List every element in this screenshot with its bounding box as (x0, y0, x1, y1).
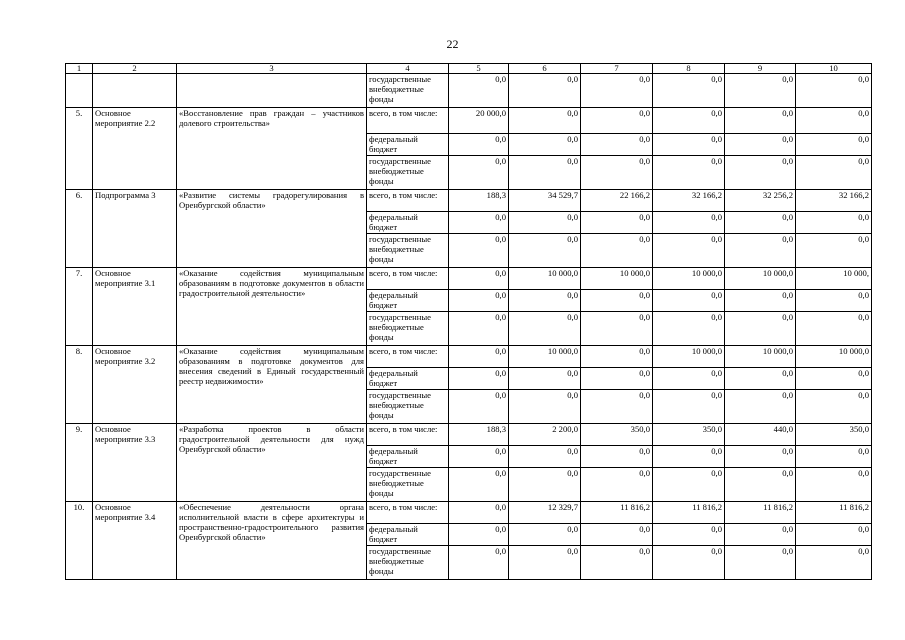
table-body (66, 64, 872, 580)
value-cell: 0,0 (449, 468, 509, 502)
funding-source-label: государственные внебюджетные фонды (367, 546, 449, 580)
value-cell: 11 816,2 (796, 502, 872, 524)
row-number: 7. (66, 268, 93, 346)
table-row (66, 108, 872, 134)
value-cell: 20 000,0 (449, 108, 509, 134)
value-cell: 0,0 (653, 134, 725, 156)
value-cell: 0,0 (449, 234, 509, 268)
value-cell: 188,3 (449, 424, 509, 446)
row-number: 8. (66, 346, 93, 424)
item-description: «Разработка проектов в области градостроительной деятельности для нужд Оренбургской области» (177, 424, 367, 502)
value-cell: 0,0 (449, 368, 509, 390)
value-cell: 0,0 (509, 108, 581, 134)
value-cell: 0,0 (653, 446, 725, 468)
value-cell: 0,0 (725, 290, 796, 312)
item-name: Основное мероприятие 3.3 (93, 424, 177, 502)
value-cell: 0,0 (509, 368, 581, 390)
row-number (66, 74, 93, 108)
funding-source-label: всего, в том числе: (367, 268, 449, 290)
value-cell: 0,0 (449, 346, 509, 368)
value-cell: 0,0 (725, 234, 796, 268)
value-cell: 32 166,2 (796, 190, 872, 212)
value-cell: 0,0 (581, 368, 653, 390)
table-row (66, 424, 872, 446)
value-cell: 0,0 (449, 74, 509, 108)
value-cell: 0,0 (725, 108, 796, 134)
value-cell: 350,0 (581, 424, 653, 446)
value-cell: 0,0 (725, 368, 796, 390)
value-cell: 0,0 (449, 134, 509, 156)
value-cell: 0,0 (796, 468, 872, 502)
item-name: Основное мероприятие 3.4 (93, 502, 177, 580)
value-cell: 0,0 (725, 546, 796, 580)
item-description: «Оказание содействия муниципальным образованиям в подготовке документов в области градостроительной деятельности» (177, 268, 367, 346)
header-cell: 6 (509, 64, 581, 74)
value-cell: 0,0 (449, 524, 509, 546)
value-cell: 0,0 (796, 74, 872, 108)
value-cell: 0,0 (725, 390, 796, 424)
funding-source-label: федеральный бюджет (367, 212, 449, 234)
value-cell: 0,0 (653, 390, 725, 424)
funding-source-label: государственные внебюджетные фонды (367, 312, 449, 346)
funding-source-label: федеральный бюджет (367, 134, 449, 156)
row-number: 5. (66, 108, 93, 190)
value-cell: 0,0 (581, 134, 653, 156)
value-cell: 0,0 (653, 546, 725, 580)
value-cell: 34 529,7 (509, 190, 581, 212)
item-name: Основное мероприятие 2.2 (93, 108, 177, 190)
value-cell: 0,0 (653, 524, 725, 546)
value-cell: 0,0 (725, 524, 796, 546)
value-cell: 10 000,0 (796, 346, 872, 368)
value-cell: 0,0 (581, 546, 653, 580)
value-cell: 10 000,0 (725, 268, 796, 290)
value-cell: 0,0 (509, 212, 581, 234)
value-cell: 0,0 (449, 446, 509, 468)
item-name: Основное мероприятие 3.1 (93, 268, 177, 346)
value-cell: 0,0 (796, 290, 872, 312)
value-cell: 0,0 (653, 74, 725, 108)
value-cell: 0,0 (796, 134, 872, 156)
item-description: «Обеспечение деятельности органа исполнительной власти в сфере архитектуры и пространственно-градостроительного развития Оренбургской области» (177, 502, 367, 580)
budget-table (65, 63, 872, 580)
value-cell: 440,0 (725, 424, 796, 446)
value-cell: 0,0 (449, 546, 509, 580)
value-cell: 22 166,2 (581, 190, 653, 212)
value-cell: 0,0 (581, 290, 653, 312)
funding-source-label: федеральный бюджет (367, 290, 449, 312)
value-cell: 188,3 (449, 190, 509, 212)
value-cell: 0,0 (653, 212, 725, 234)
value-cell: 0,0 (509, 312, 581, 346)
funding-source-label: федеральный бюджет (367, 446, 449, 468)
row-number: 9. (66, 424, 93, 502)
value-cell: 0,0 (653, 290, 725, 312)
value-cell: 0,0 (509, 390, 581, 424)
value-cell: 0,0 (653, 312, 725, 346)
page-number: 22 (446, 37, 459, 51)
funding-source-label: федеральный бюджет (367, 524, 449, 546)
value-cell: 0,0 (581, 524, 653, 546)
value-cell: 0,0 (653, 234, 725, 268)
header-cell: 8 (653, 64, 725, 74)
funding-source-label: государственные внебюджетные фонды (367, 156, 449, 190)
item-name (93, 74, 177, 108)
row-number: 10. (66, 502, 93, 580)
header-row (66, 64, 872, 74)
value-cell: 0,0 (796, 390, 872, 424)
value-cell: 0,0 (653, 156, 725, 190)
table-row (66, 190, 872, 212)
table-row (66, 74, 872, 108)
value-cell: 0,0 (509, 134, 581, 156)
table-row (66, 346, 872, 368)
value-cell: 0,0 (581, 74, 653, 108)
table-row (66, 268, 872, 290)
funding-source-label: государственные внебюджетные фонды (367, 390, 449, 424)
header-cell: 9 (725, 64, 796, 74)
funding-source-label: федеральный бюджет (367, 368, 449, 390)
value-cell: 10 000,0 (509, 268, 581, 290)
item-description: «Восстановление прав граждан – участников долевого строительства» (177, 108, 367, 190)
value-cell: 350,0 (653, 424, 725, 446)
value-cell: 0,0 (725, 468, 796, 502)
value-cell: 0,0 (449, 156, 509, 190)
funding-source-label: всего, в том числе: (367, 424, 449, 446)
value-cell: 0,0 (509, 468, 581, 502)
value-cell: 11 816,2 (581, 502, 653, 524)
item-name: Основное мероприятие 3.2 (93, 346, 177, 424)
value-cell: 0,0 (581, 390, 653, 424)
value-cell: 0,0 (449, 312, 509, 346)
header-cell: 10 (796, 64, 872, 74)
value-cell: 0,0 (509, 74, 581, 108)
item-name: Подпрограмма 3 (93, 190, 177, 268)
value-cell: 0,0 (509, 156, 581, 190)
value-cell: 350,0 (796, 424, 872, 446)
value-cell: 0,0 (796, 446, 872, 468)
value-cell: 0,0 (581, 346, 653, 368)
value-cell: 0,0 (449, 212, 509, 234)
value-cell: 0,0 (581, 212, 653, 234)
value-cell: 0,0 (581, 108, 653, 134)
funding-source-label: государственные внебюджетные фонды (367, 74, 449, 108)
value-cell: 0,0 (725, 212, 796, 234)
value-cell: 0,0 (509, 290, 581, 312)
value-cell: 0,0 (449, 290, 509, 312)
value-cell: 0,0 (796, 312, 872, 346)
item-description: «Развитие системы градорегулирования в Оренбургской области» (177, 190, 367, 268)
item-description: «Оказание содействия муниципальным образованиям в подготовке документов для внесения сведений в Единый государственный реестр недвижимости» (177, 346, 367, 424)
value-cell: 32 166,2 (653, 190, 725, 212)
value-cell: 0,0 (725, 446, 796, 468)
header-cell: 3 (177, 64, 367, 74)
value-cell: 0,0 (653, 368, 725, 390)
value-cell: 11 816,2 (725, 502, 796, 524)
funding-source-label: всего, в том числе: (367, 190, 449, 212)
header-cell: 1 (66, 64, 93, 74)
header-cell: 2 (93, 64, 177, 74)
funding-source-label: всего, в том числе: (367, 502, 449, 524)
value-cell: 0,0 (725, 74, 796, 108)
value-cell: 0,0 (449, 268, 509, 290)
value-cell: 0,0 (509, 234, 581, 268)
value-cell: 10 000,0 (653, 346, 725, 368)
header-cell: 7 (581, 64, 653, 74)
item-description (177, 74, 367, 108)
value-cell: 12 329,7 (509, 502, 581, 524)
value-cell: 0,0 (653, 468, 725, 502)
value-cell: 0,0 (796, 524, 872, 546)
value-cell: 11 816,2 (653, 502, 725, 524)
value-cell: 0,0 (581, 156, 653, 190)
value-cell: 0,0 (509, 446, 581, 468)
value-cell: 0,0 (796, 108, 872, 134)
value-cell: 0,0 (796, 234, 872, 268)
header-cell: 4 (367, 64, 449, 74)
header-cell: 5 (449, 64, 509, 74)
funding-source-label: государственные внебюджетные фонды (367, 234, 449, 268)
value-cell: 0,0 (796, 368, 872, 390)
funding-source-label: всего, в том числе: (367, 108, 449, 134)
value-cell: 0,0 (796, 212, 872, 234)
value-cell: 0,0 (509, 546, 581, 580)
value-cell: 0,0 (581, 312, 653, 346)
funding-source-label: государственные внебюджетные фонды (367, 468, 449, 502)
funding-source-label: всего, в том числе: (367, 346, 449, 368)
value-cell: 10 000, (796, 268, 872, 290)
value-cell: 2 200,0 (509, 424, 581, 446)
value-cell: 0,0 (449, 502, 509, 524)
value-cell: 0,0 (796, 546, 872, 580)
row-number: 6. (66, 190, 93, 268)
value-cell: 10 000,0 (725, 346, 796, 368)
value-cell: 0,0 (725, 134, 796, 156)
value-cell: 0,0 (581, 468, 653, 502)
value-cell: 0,0 (796, 156, 872, 190)
value-cell: 10 000,0 (653, 268, 725, 290)
value-cell: 0,0 (581, 234, 653, 268)
value-cell: 0,0 (653, 108, 725, 134)
value-cell: 0,0 (725, 156, 796, 190)
table-row (66, 502, 872, 524)
value-cell: 0,0 (725, 312, 796, 346)
value-cell: 10 000,0 (509, 346, 581, 368)
value-cell: 32 256,2 (725, 190, 796, 212)
value-cell: 0,0 (449, 390, 509, 424)
value-cell: 0,0 (509, 524, 581, 546)
value-cell: 0,0 (581, 446, 653, 468)
value-cell: 10 000,0 (581, 268, 653, 290)
